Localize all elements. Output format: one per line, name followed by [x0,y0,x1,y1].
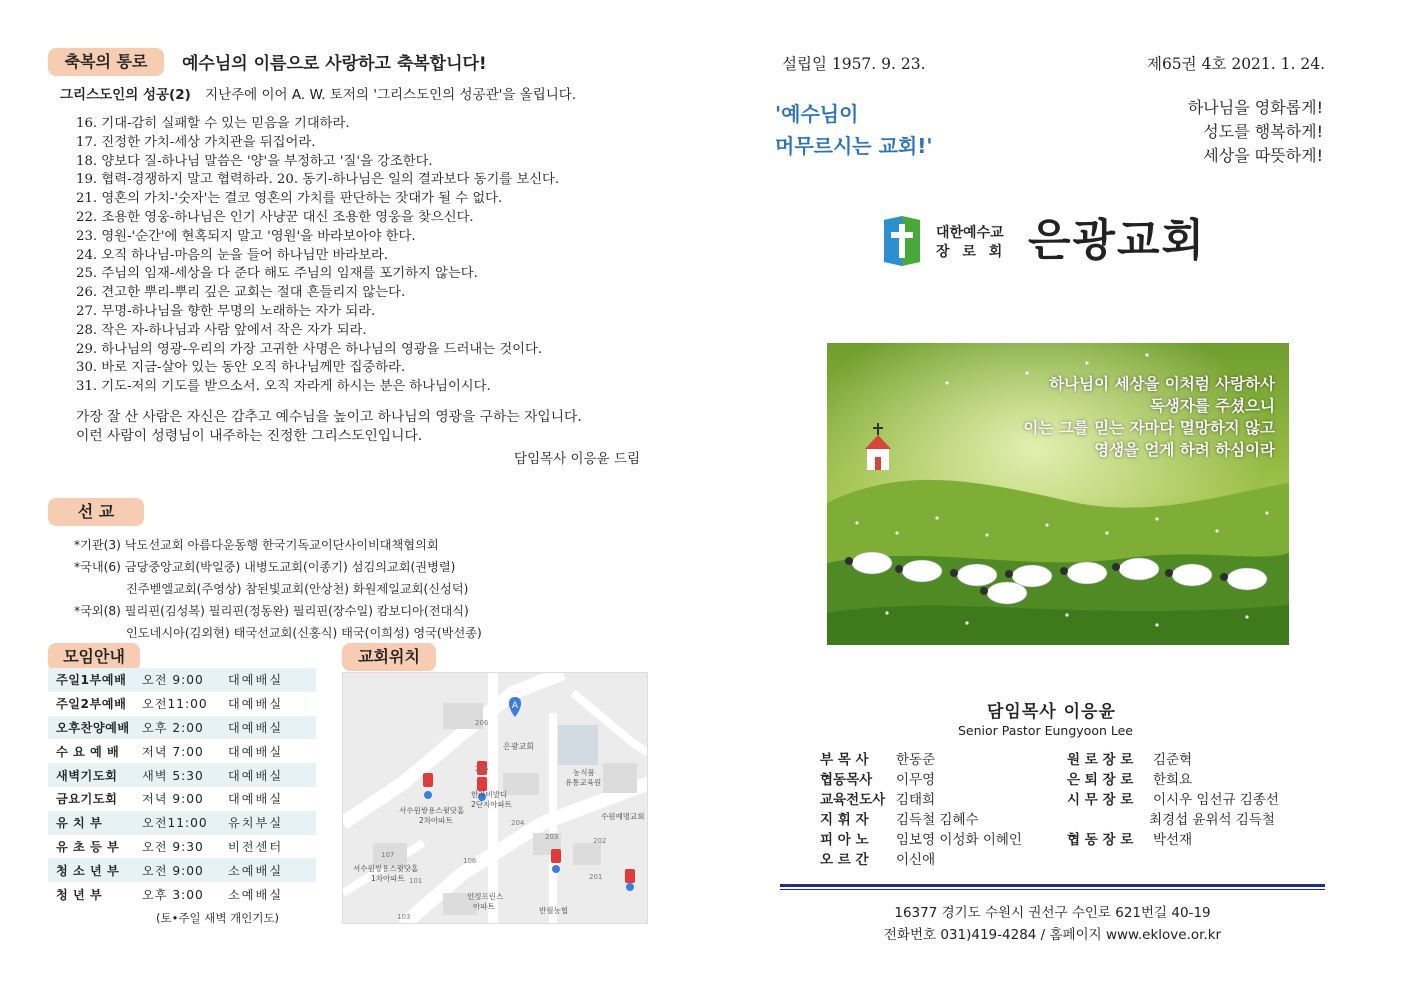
success-item: 29. 하나님의 영광-우리의 가장 고귀한 사명은 하나님의 영광을 드러내는 것이다. [76,341,543,357]
map-label-church: 은광교회 [503,742,534,751]
mission-row: *국외(8) 필리핀(김성복) 필리핀(정동완) 필리핀(장수일) 캄보디아(전대식) [74,604,469,618]
cross-logo-icon [882,214,922,268]
denomination-line: 대한예수교 [936,225,1004,241]
church-logo [882,212,1232,272]
staff-names: 김득철 김혜수 [896,812,979,828]
meeting-place: 유치부실 [228,811,316,835]
map-label: 서수원쌍용스윗닷홈 [399,806,465,815]
meeting-name: 금요기도회 [56,792,118,807]
meeting-row [48,692,316,716]
meeting-place: 대예배실 [228,792,284,807]
meeting-place: 대예배실 [228,716,316,740]
signature: 담임목사 이응윤 드림 [514,451,640,467]
staff-row [820,850,1022,870]
map-label: 반월농협 [539,906,568,915]
meeting-time: 오전 9:30 [142,839,204,854]
section-tag-location: 교회위치 [342,643,436,671]
closing-text [76,408,582,446]
meeting-name: 주일2부예배 [56,697,127,712]
staff-row [1067,790,1279,810]
map-building-number: 204 [511,819,525,827]
staff-row [1067,810,1279,830]
denomination-line: 장 로 회 [936,244,1007,260]
senior-pastor-english: Senior Pastor Eungyoon Lee [958,723,1133,738]
map-label: 2단지아파트 [471,800,512,809]
staff-role: 협 동 장 로 [1067,832,1134,848]
subtitle-bold: 그리스도인의 성공(2) [60,87,191,103]
meeting-place: 소예배실 [228,887,284,902]
meeting-row [48,668,316,692]
meeting-place: 대예배실 [228,744,284,759]
meeting-time: 오전11:00 [142,697,208,712]
footer-rule-thin [780,889,1325,890]
mission-row: 진주벧엘교회(주영상) 참된빛교회(안상천) 화원제일교회(신성덕) [126,582,469,596]
meeting-note: (토•주일 새벽 개인기도) [156,911,280,925]
closing-line: 이런 사람이 성령님이 내주하는 진정한 그리스도인입니다. [76,428,423,444]
success-item: 18. 양보다 질-하나님 말씀은 '양'을 부정하고 '질'을 강조한다. [76,153,433,169]
staff-names: 한희요 [1153,772,1193,788]
staff-role: 피 아 노 [820,832,869,848]
mission-list [74,534,482,644]
map-building-number: 205 [475,765,489,773]
map-building-number: 203 [545,833,559,841]
success-item: 28. 작은 자-하나님과 사람 앞에서 작은 자가 되라. [76,322,367,338]
staff-row [820,830,1022,850]
staff-role: 협동목사 [820,772,873,788]
staff-row [1067,770,1279,790]
john-3-16-verse [1023,373,1275,461]
meeting-row [48,858,316,882]
meeting-row [48,787,316,811]
staff-row [820,810,1022,830]
staff-list-left [820,750,1022,870]
meeting-place: 대예배실 [228,697,284,712]
success-item: 22. 조용한 영웅-하나님은 인기 사냥꾼 대신 조용한 영웅을 찾으신다. [76,209,474,225]
map-marker-label: A [511,701,519,711]
map-building-number: 103 [397,913,411,921]
success-item: 17. 진정한 가치-세상 가치관을 뒤집어라. [76,134,316,150]
staff-names: 이시우 임선규 김종선 [1153,792,1279,808]
success-item: 25. 주님의 임재-세상을 다 준다 해도 주님의 임재를 포기하지 않는다. [76,266,478,282]
staff-role: 오 르 간 [820,852,869,868]
blessing-headline: 예수님의 이름으로 사랑하고 축복합니다! [182,54,487,74]
success-item: 23. 영원-'순간'에 현혹되지 말고 '영원'을 바라보아야 한다. [76,228,416,244]
senior-pastor-korean: 담임목사 이응윤 [987,702,1116,722]
meeting-name: 새벽기도회 [48,763,142,787]
success-item: 31. 기도-저의 기도를 받으소서. 오직 자라게 하시는 분은 하나님이시다. [76,379,491,395]
map-building-number: 107 [381,851,395,859]
closing-line: 가장 잘 산 사람은 자신은 감추고 예수님을 높이고 하나님의 영광을 구하는 자입니다. [76,409,582,425]
map-label: 1차아파트 [371,874,405,883]
success-item: 24. 오직 하나님-마음의 눈을 들어 하나님만 바라보라. [76,247,389,263]
meeting-time: 오전11:00 [142,811,228,835]
map-label: 유통교육원 [565,778,602,787]
church-location-map[interactable] [342,672,648,924]
staff-row [820,750,1022,770]
staff-role: 지 휘 자 [820,812,869,828]
meeting-time: 새벽 5:30 [142,763,228,787]
motto-item: 성도를 행복하게! [1203,122,1323,141]
church-name: 은광교회 [1028,215,1207,266]
success-item: 16. 기대-감히 실패할 수 있는 믿음을 기대하라. [76,116,350,131]
blessing-subtitle [60,83,576,103]
meeting-place: 대예배실 [228,763,316,787]
motto-item: 하나님을 영화롭게! [1187,98,1323,117]
meeting-time: 오전 9:00 [142,858,228,882]
meeting-name: 유 치 부 [48,811,142,835]
meeting-table [48,668,316,906]
church-address: 16377 경기도 수원시 권선구 수인로 621번길 40-19 [894,905,1211,921]
verse-line: 하나님이 세상을 이처럼 사랑하사 [1049,375,1275,393]
staff-row [1067,750,1279,770]
meeting-row [48,739,316,763]
verse-line: 독생자를 주셨으니 [1149,397,1275,415]
map-label: 농식품 [573,768,595,777]
meeting-name: 주일1부예배 [48,668,142,692]
map-label: 2차아파트 [419,816,453,825]
map-building-number: 201 [589,873,603,881]
mission-row: 인도네시아(김외현) 태국선교회(신홍식) 태국(이희성) 영국(박선종) [126,626,482,640]
map-building-number: 202 [593,837,607,845]
staff-names: 이신애 [896,852,936,868]
map-label: 수원예명교회 [601,812,645,821]
meeting-row [48,763,316,787]
map-building-number: 101 [409,877,423,885]
staff-names: 이무영 [896,772,936,788]
staff-role: 교육전도사 [820,792,886,808]
meeting-name: 수 요 예 배 [56,744,120,759]
meeting-time: 오후 2:00 [142,716,228,740]
meeting-place: 비전센터 [228,839,284,854]
motto-line: 머무르시는 교회!' [775,134,933,158]
verse-line: 영생을 얻게 하려 하심이라 [1094,441,1275,459]
motto-line: '예수님이 [775,102,859,126]
meeting-name: 청 년 부 [56,887,103,902]
map-graphic [343,673,648,924]
staff-names: 임보영 이성화 이혜인 [896,832,1022,848]
hero-illustration [827,343,1289,645]
meeting-time: 저녁 7:00 [142,744,204,759]
meeting-time: 저녁 9:00 [142,792,204,807]
staff-names: 한동준 [896,752,936,768]
meeting-time: 오후 3:00 [142,887,204,902]
footer-rule [780,884,1325,887]
success-item: 26. 견고한 뿌리-뿌리 깊은 교회는 절대 흔들리지 않는다. [76,285,406,301]
map-building-number: 106 [463,857,477,865]
staff-names: 김태희 [896,792,936,808]
success-item: 27. 무명-하나님을 향한 무명의 노래하는 자가 되라. [76,303,376,319]
meeting-place: 소예배실 [228,858,316,882]
staff-row [820,790,1022,810]
staff-list-right [1067,750,1279,850]
success-item: 30. 바로 지금-살아 있는 동안 오직 하나님께만 집중하라. [76,360,406,376]
meeting-row [48,835,316,859]
section-tag-meetings: 모임안내 [48,643,140,671]
motto-item: 세상을 따뜻하게! [1203,146,1323,165]
subtitle-rest: 지난주에 이어 A. W. 토저의 '그리스도인의 성공관'을 올립니다. [205,87,577,103]
established-date: 설립일 1957. 9. 23. [782,55,926,73]
success-item: 19. 협력-경쟁하지 말고 협력하라. 20. 동기-하나님은 일의 결과보다 동기를 보신다. [76,172,560,188]
church-contact: 전화번호 031)419-4284 / 홈페이지 www.eklove.or.kr [883,927,1222,943]
staff-role: 시 무 장 로 [1067,792,1134,808]
meeting-row [48,882,316,906]
denomination [936,224,1006,262]
staff-row [820,770,1022,790]
verse-line: 이는 그를 믿는 자마다 멸망하지 않고 [1023,419,1275,437]
meeting-name: 오후찬양예배 [48,716,142,740]
map-building-number: 206 [475,719,489,727]
meeting-row [48,716,316,740]
meeting-name: 청 소 년 부 [48,858,142,882]
staff-role: 은 퇴 장 로 [1067,772,1134,788]
staff-row [1067,830,1279,850]
staff-role: 부 목 사 [820,752,869,768]
success-item: 21. 영혼의 가치-'숫자'는 결코 영혼의 가치를 판단하는 잣대가 될 수 없다. [76,191,503,207]
success-list [76,115,559,397]
map-label: 인정프린스 [467,892,504,901]
mission-row: *국내(6) 금당중앙교회(박일중) 내병도교회(이종기) 섬김의교회(권병렬) [74,560,456,574]
issue-info: 제65권 4호 2021. 1. 24. [1146,55,1325,73]
map-label: 한라비발디 [471,790,508,799]
meeting-time: 오전 9:00 [142,668,228,692]
staff-names: 최경섭 윤위석 김득철 [1149,812,1275,828]
church-motto [775,98,932,162]
meeting-place: 대예배실 [228,668,316,692]
mission-row: *기관(3) 낙도선교회 아름다운동행 한국기독교이단사이비대책협의회 [74,538,439,552]
meeting-name: 유 초 등 부 [56,839,120,854]
staff-role: 원 로 장 로 [1067,752,1134,768]
meeting-row [48,811,316,835]
mission-mottos [1188,96,1323,168]
map-label: 아파트 [473,902,495,911]
section-tag-blessing: 축복의 통로 [48,48,164,76]
section-tag-mission: 선 교 [48,498,144,526]
staff-names: 박선재 [1153,832,1193,848]
staff-names: 김준혁 [1153,752,1193,768]
map-label: 서수원쌍용스윗닷홈 [353,864,419,873]
